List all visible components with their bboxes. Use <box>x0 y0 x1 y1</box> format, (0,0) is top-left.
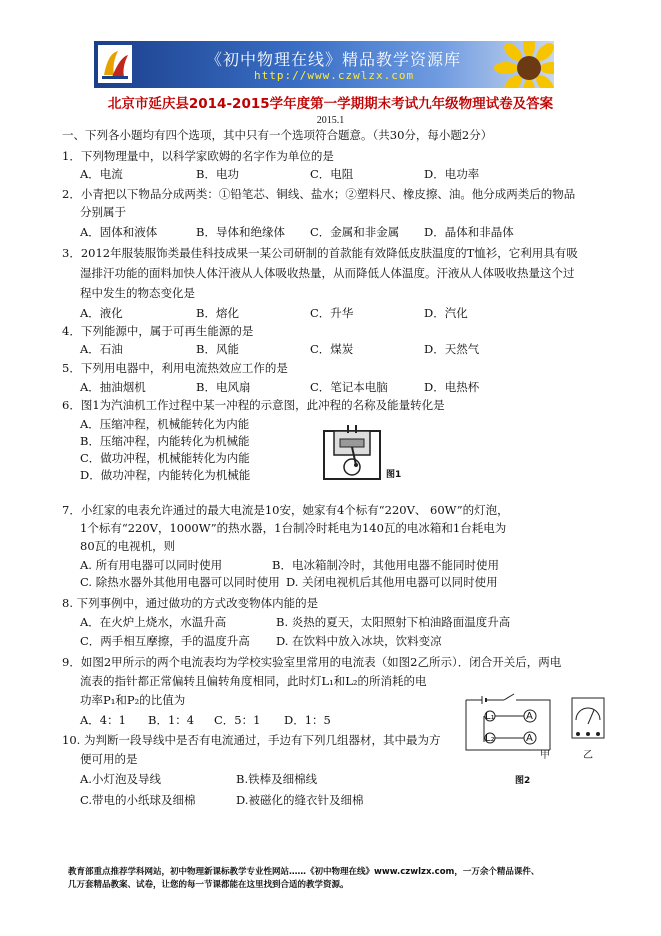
option-a: A．石油 <box>80 342 123 356</box>
question-stem: 80瓦的电视机，则 <box>80 539 176 553</box>
option-d: D．汽化 <box>424 306 468 320</box>
option-c: C．两手相互摩擦，手的温度升高 <box>80 634 250 648</box>
option-d: D. 关闭电视机后其他用电器可以同时使用 <box>286 575 498 589</box>
option-b: B．1：4 <box>148 713 195 727</box>
option-b: B．风能 <box>196 342 239 356</box>
option-a: A．抽油烟机 <box>80 380 146 394</box>
option-d: D．电功率 <box>424 167 480 181</box>
option-b: B．电冰箱制冷时，其他用电器不能同时使用 <box>272 558 499 572</box>
option-c: C．笔记本电脑 <box>310 380 388 394</box>
option-a: A. 所有用电器可以同时使用 <box>80 558 223 572</box>
question-stem: 流表的指针都正常偏转且偏转角度相同，此时灯L₁和L₂的所消耗的电 <box>80 674 427 688</box>
option-b: B．电功 <box>196 167 239 181</box>
option-c: C. 除热水器外其他用电器可以同时使用 <box>80 575 280 589</box>
fig-label-yi: 乙 <box>583 750 593 761</box>
sunflower-icon <box>494 41 554 88</box>
option-a: A．压缩冲程，机械能转化为内能 <box>80 417 250 431</box>
option-c: C．5：1 <box>214 713 261 727</box>
fig-label-jia: 甲 <box>540 750 550 761</box>
banner-title: 《初中物理在线》精品教学资源库 <box>206 50 462 69</box>
option-a: A．固体和液体 <box>80 225 158 239</box>
option-c: C．电阻 <box>310 167 354 181</box>
option-c: C．金属和非金属 <box>310 225 400 239</box>
option-c: C．做功冲程，机械能转化为内能 <box>80 451 250 465</box>
option-d: D．电热杯 <box>424 380 480 394</box>
fig-label-l1: L₁ <box>485 711 495 722</box>
option-d: D．天然气 <box>424 342 480 356</box>
option-d: D．晶体和非晶体 <box>424 225 514 239</box>
question-stem: 9．如图2甲所示的两个电流表均为学校实验室里常用的电流表（如图2乙所示）．闭合开关后，两电 <box>62 655 562 669</box>
question-stem: 5．下列用电器中，利用电流热效应工作的是 <box>62 361 288 375</box>
figure1-caption: 图1 <box>386 470 402 480</box>
question-stem: 6．图1为汽油机工作过程中某一冲程的示意图，此冲程的名称及能量转化是 <box>62 398 445 412</box>
question-stem: 10. 为判断一段导线中是否有电流通过，手边有下列几组器材，其中最为方 <box>62 733 441 747</box>
footer-line: 教育部重点推荐学科网站，初中物理新课标教学专业性网站……《初中物理在线》www.czwlzx.com，一万余个精品课件、 <box>68 867 540 877</box>
site-logo-icon <box>98 45 132 83</box>
option-c: C.带电的小纸球及细棉 <box>80 793 196 807</box>
option-a: A．液化 <box>80 306 123 320</box>
option-c: C．升华 <box>310 306 354 320</box>
question-stem: 1个标有“220V，1000W”的热水器，1台制冷时耗电为140瓦的电冰箱和1台耗电为 <box>80 521 507 535</box>
option-d: D．1：5 <box>284 713 331 727</box>
question-stem: 便可用的是 <box>80 752 138 766</box>
option-b: B．导体和绝缘体 <box>196 225 285 239</box>
option-b: B．压缩冲程，内能转化为机械能 <box>80 434 250 448</box>
option-d: D. 在饮料中放入冰块，饮料变凉 <box>276 634 442 648</box>
header-banner <box>94 41 554 88</box>
option-a: A．4：1 <box>80 713 126 727</box>
page-footer <box>68 866 608 892</box>
option-a: A.小灯泡及导线 <box>80 772 161 786</box>
page-title: 北京市延庆县2014-2015学年度第一学期期末考试九年级物理试卷及答案 <box>107 96 554 112</box>
question-stem: 程中发生的物态变化是 <box>80 286 195 300</box>
option-b: B．电风扇 <box>196 380 251 394</box>
option-b: B．熔化 <box>196 306 239 320</box>
fig-label-ammeter: A <box>526 733 533 744</box>
footer-line: 几万套精品教案、试卷，让您的每一节课都能在这里找到合适的教学资源。 <box>68 880 349 890</box>
engine-stroke-diagram <box>318 425 386 483</box>
question-stem: 8. 下列事例中，通过做功的方式改变物体内能的是 <box>62 596 319 610</box>
option-a: A．电流 <box>80 167 123 181</box>
question-stem: 湿排汗功能的面料加快人体汗液从人体吸收热量，从而降低人体温度。汗液从人体吸收热量这个过 <box>80 266 575 280</box>
fig-label-l2: L₂ <box>485 733 495 744</box>
option-c: C．煤炭 <box>310 342 354 356</box>
question-stem: 2．小青把以下物品分成两类：①铅笔芯、铜线、盐水；②塑料尺、橡皮擦、油。他分成两类后的物品 <box>62 187 576 201</box>
banner-url[interactable]: http://www.czwlzx.com <box>254 69 415 82</box>
question-stem: 3．2012年服装服饰类最佳科技成果一某公司研制的首款能有效降低皮肤温度的T恤衫，它利用具有吸 <box>62 246 578 260</box>
question-stem: 功率P₁和P₂的比值为 <box>80 693 186 707</box>
option-a: A．在火炉上烧水，水温升高 <box>80 615 227 629</box>
option-d: D.被磁化的缝衣针及细棉 <box>236 793 364 807</box>
option-b: B. 炎热的夏天，太阳照射下柏油路面温度升高 <box>276 615 511 629</box>
exam-date: 2015.1 <box>316 115 345 126</box>
fig-label-ammeter: A <box>526 711 533 722</box>
option-b: B.铁棒及细棉线 <box>236 772 318 786</box>
question-stem: 1．下列物理量中，以科学家欧姆的名字作为单位的是 <box>62 149 334 163</box>
section-intro: 一、下列各小题均有四个选项，其中只有一个选项符合题意。（共30分，每小题2分） <box>62 128 493 142</box>
figure2-caption: 图2 <box>515 776 531 786</box>
option-d: D．做功冲程，内能转化为机械能 <box>80 468 251 482</box>
question-stem: 分别属于 <box>80 205 126 219</box>
question-stem: 4．下列能源中，属于可再生能源的是 <box>62 324 254 338</box>
question-stem: 7．小红家的电表允许通过的最大电流是10安，她家有4个标有“220V、 60W”的灯泡， <box>62 503 509 517</box>
